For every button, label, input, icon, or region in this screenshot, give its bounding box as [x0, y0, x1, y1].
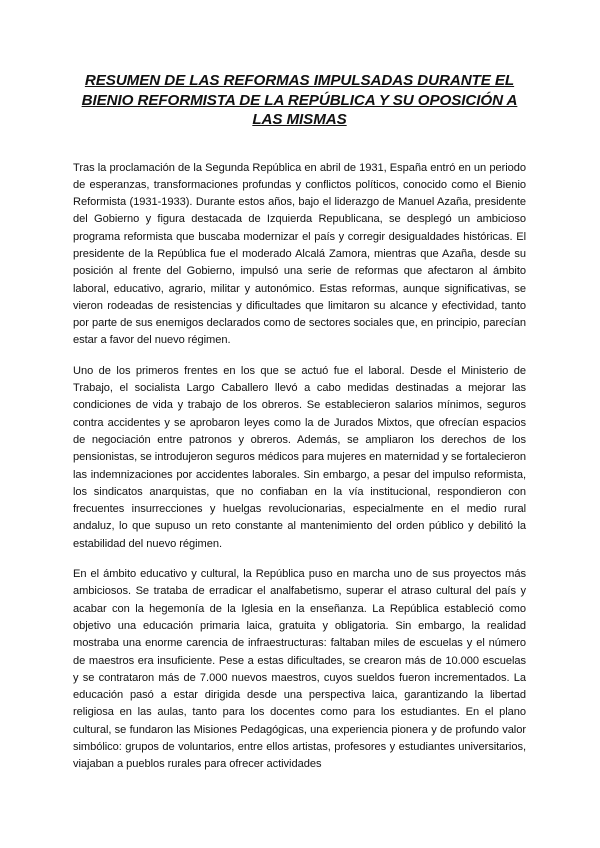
title-spacer	[73, 130, 526, 160]
paragraph-spacer	[73, 553, 526, 566]
document-page	[73, 71, 526, 774]
document-title: RESUMEN DE LAS REFORMAS IMPULSADAS DURANTE EL BIENIO REFORMISTA DE LA REPÚBLICA Y SU OPOSICIÓN A LAS MISMAS	[81, 72, 518, 128]
paragraph-intro: Tras la proclamación de la Segunda República en abril de 1931, España entró en un periodo de esperanzas, transformaciones profundas y conflictos políticos, conocido como el Bienio Reformista (1931-1933). Durante estos años, bajo el liderazgo de Manuel Azaña, presidente del Gobierno y figura destacada de Izquierda Republicana, se desplegó un ambicioso programa reformista que buscaba modernizar el país y corregir desigualdades históricas. El presidente de la República fue el moderado Alcalá Zamora, mientras que Azaña, desde su posición al frente del Gobierno, impulsó una serie de reformas que afectaron al ámbito laboral, educativo, agrario, militar y autonómico. Estas reformas, aunque significativas, se vieron rodeadas de resistencias y dificultades que limitaron su alcance y efectividad, tanto por parte de sus enemigos declarados como de sectores sociales que, en principio, parecían estar a favor del nuevo régimen.	[73, 161, 526, 347]
paragraph-labor: Uno de los primeros frentes en los que se actuó fue el laboral. Desde el Ministerio de Trabajo, el socialista Largo Caballero llevó a cabo medidas destinadas a mejorar las condiciones de vida y trabajo de los obreros. Se establecieron salarios mínimos, seguros contra accidentes y se aprobaron leyes como la de Jurados Mixtos, que ofrecían espacios de negociación entre patronos y obreros. Además, se ampliaron los derechos de los pensionistas, se introdujeron seguros médicos para mujeres en maternidad y se fortalecieron las indemnizaciones por accidentes laborales. Sin embargo, a pesar del impulso reformista, los sindicatos anarquistas, que no confiaban en la vía institucional, respondieron con frecuentes insurrecciones y huelgas revolucionarias, especialmente en el medio rural andaluz, lo que supuso un reto constante al mantenimiento del orden público y debilitó la estabilidad del nuevo régimen.	[73, 364, 527, 550]
paragraph-education: En el ámbito educativo y cultural, la República puso en marcha uno de sus proyectos más ambiciosos. Se trataba de erradicar el analfabetismo, superar el atraso cultural del país y acabar con la hegemonía de la Iglesia en la enseñanza. La República estableció como objetivo una educación primaria laica, gratuita y obligatoria. Sin embargo, la realidad mostraba una enorme carencia de infraestructuras: faltaban miles de escuelas y el número de maestros era insuficiente. Pese a estas dificultades, se crearon más de 10.000 escuelas y se contrataron más de 7.000 nuevos maestros, cuyos sueldos fueron incrementados. La educación pasó a estar dirigida desde una perspectiva laica, garantizando la libertad religiosa en las aulas, tanto para los docentes como para los estudiantes. En el plano cultural, se fundaron las Misiones Pedagógicas, una experiencia pionera y de profundo valor simbólico: grupos de voluntarios, entre ellos artistas, profesores y estudiantes universitarios, viajaban a pueblos rurales para ofrecer actividades	[73, 568, 526, 771]
paragraph-spacer	[73, 350, 526, 363]
